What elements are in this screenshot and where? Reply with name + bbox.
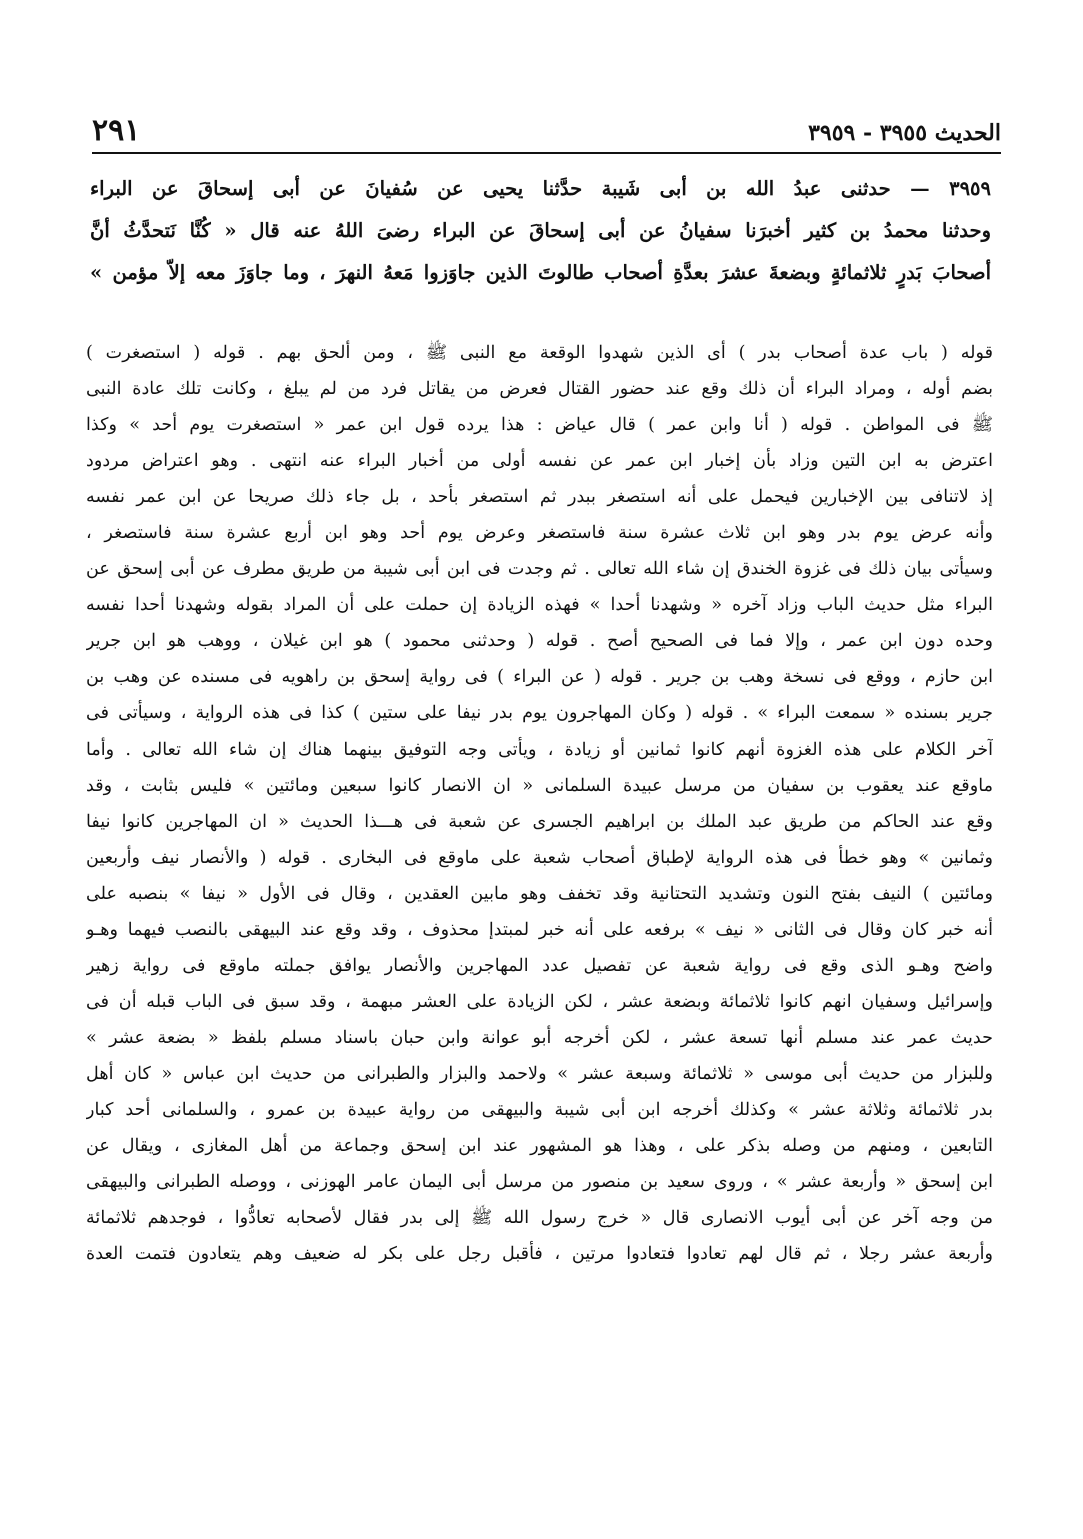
commentary-line: وأنه عرض يوم بدر وهو ابن ثلاث عشرة سنة فاستصغر وعرض يوم أحد وهو ابن أربع عشرة سنة فاستصغر ، <box>86 523 993 544</box>
commentary-line: قوله ( باب عدة أصحاب بدر ) أى الذين شهدوا الوقعة مع النبى ﷺ ، ومن ألحق بهم . قوله ( استصغرت ) <box>86 343 993 363</box>
commentary-line: وإسرائيل وسفيان انهم كانوا ثلاثمائة وبضعة عشر ، لكن الزيادة على العشر مبهمة ، وقد سبق فى الباب قبله أن فى <box>86 991 993 1012</box>
commentary-line: ﷺ فى المواطن . قوله ( أنا وابن عمر ) قال عياض : هذا يرده قول ابن عمر « استصغرت يوم أحد » وكذا <box>86 415 993 436</box>
hadith-line: وحدثنا محمدُ بن كثير أخبرَنا سفيانُ عن أبى إسحاقَ عن البراء رضىَ اللهُ عنه قال « كُنَّا نَتحدَّثُ أنَّ <box>90 219 991 242</box>
commentary-line: وللبزار من حديث أبى موسى « ثلاثمائة وسبعة عشر » ولاحمد والبزار والطبرانى من حديث ابن عباس « كان أهل <box>86 1063 993 1084</box>
hadith-text <box>90 168 991 294</box>
commentary-line: اعترض به ابن التين وزاد بأن إخبار ابن عمر عن نفسه أولى من أخبار البراء عنه انتهى . وهو اعتراض مردود <box>86 451 993 472</box>
commentary-line: وحده دون ابن عمر ، وإلا فما فى الصحيح أصح . قوله ( وحدثنى محمود ) هو ابن غيلان ، ووهب هو ابن جرير <box>86 631 993 652</box>
commentary-text <box>86 335 993 1272</box>
commentary-line: وسيأتى بيان ذلك فى غزوة الخندق إن شاء الله تعالى . ثم وجدت فى ابن أبى شيبة من طريق مطرف عن أبى إسحق عن <box>86 559 993 580</box>
commentary-line: جرير بسنده « سمعت البراء » . قوله ( وكان المهاجرون يوم بدر نيفا على ستين ) كذا فى هذه الرواية ، وسيأتى فى <box>86 703 993 724</box>
commentary-line: واضح وهـو الذى وقع فى رواية شعبة عن تفصيل عدد المهاجرين والأنصار يوافق جملته ماوقع فى رواية زهير <box>86 955 993 976</box>
commentary-line: حديث عمر عند مسلم أنها تسعة عشر ، لكن أخرجه أبو عوانة وابن حبان باسناد مسلم بلفظ « بضعة عشر » <box>86 1027 993 1048</box>
commentary-line: ابن إسحق « وأربعة عشر » ، وروى سعيد بن منصور من مرسل أبى اليمان عامر الهوزنى ، ووصله الطبرانى والبيهقى <box>86 1172 993 1193</box>
hadith-line: أصحابَ بَدرٍ ثلاثمائةٍ وبضعةَ عشرَ بعدَّةِ أصحاب طالوتَ الذين جاوَزوا مَعهُ النهرَ ، وما جاوَزَ معه إلاّ مؤمن » <box>90 261 991 284</box>
commentary-line: ابن حازم ، ووقع فى نسخة وهب بن جرير . قوله ( عن البراء ) فى رواية إسحق بن راهويه فى مسنده عن وهب بن <box>86 667 993 688</box>
commentary-line: بدر ثلاثمائة وثلاثة عشر » وكذلك أخرجه ابن أبى شيبة والبيهقى من رواية عبيدة بن عمرو ، والسلمانى أحد كبار <box>86 1099 993 1120</box>
commentary-line: ماوقع عند يعقوب بن سفيان من مرسل عبيدة السلمانى « ان الانصار كانوا سبعين ومائتين » فليس بثابت ، وقد <box>86 775 993 796</box>
commentary-line: آخر الكلام على هذه الغزوة أنهم كانوا ثمانين أو زيادة ، ويأتى وجه التوفيق بينهما هناك إن شاء الله تعالى . وأما <box>86 739 993 760</box>
commentary-line: إذ لاتنافى بين الإخبارين فيحمل على أنه استصغر ببدر ثم استصغر بأحد ، بل جاء ذلك صريحا عن ابن عمر نفسه <box>86 487 993 508</box>
commentary-line: من وجه آخر عن أبى أيوب الانصارى قال « خرج رسول الله ﷺ إلى بدر فقال لأصحابه تعادُّوا ، فوجدهم ثلاثمائة <box>86 1208 993 1229</box>
commentary-line: بضم أوله ، ومراد البراء أن ذلك وقع عند حضور القتال فعرض من يقاتل فرد من لم يبلغ ، وكانت تلك عادة النبى <box>86 379 993 400</box>
page-header <box>92 108 1001 154</box>
page-number: ٢٩١ <box>92 113 141 148</box>
commentary-line: التابعين ، ومنهم من وصله بذكر على ، وهذا هو المشهور عند ابن إسحق وجماعة من أهل المغازى ، ويقال عن <box>86 1136 993 1157</box>
running-title: الحديث ٣٩٥٥ - ٣٩٥٩ <box>808 120 1001 146</box>
commentary-line: أنه خبر كان وقال فى الثانى « نيف » برفعه على أنه خبر لمبتدإ محذوف ، وقد وقع عند البيهقى بالنصب فيهما وهـو <box>86 919 993 940</box>
hadith-line: ٣٩٥٩ — حدثنى عبدُ الله بن أبى شَيبة حدَّثنا يحيى عن سُفيانَ عن أبى إسحاقَ عن البراء <box>90 177 991 200</box>
commentary-line: وقع عند الحاكم من طريق عبد الملك بن ابراهيم الجسرى عن شعبة فى هـــذا الحديث « ان المهاجرين كانوا نيفا <box>86 811 993 832</box>
commentary-line: البراء مثل حديث الباب وزاد آخره « وشهدنا أحدا » فهذه الزيادة إن حملت على أن المراد بقوله وشهدنا أحدا نفسه <box>86 595 993 616</box>
commentary-line: وثمانين » وهو خطأ فى هذه الرواية لإطباق أصحاب شعبة على ماوقع فى البخارى . قوله ( والأنصار نيف وأربعين <box>86 847 993 868</box>
commentary-line: وأربعة عشر رجلا ، ثم قال لهم تعادوا فتعادوا مرتين ، فأقبل رجل على بكر له ضعيف وهم يتعادون فتمت العدة <box>86 1244 993 1265</box>
commentary-line: ومائتين ) النيف بفتح النون وتشديد التحتانية وقد تخفف وهو مابين العقدين ، وقال فى الأول « نيفا » بنصبه على <box>86 883 993 904</box>
